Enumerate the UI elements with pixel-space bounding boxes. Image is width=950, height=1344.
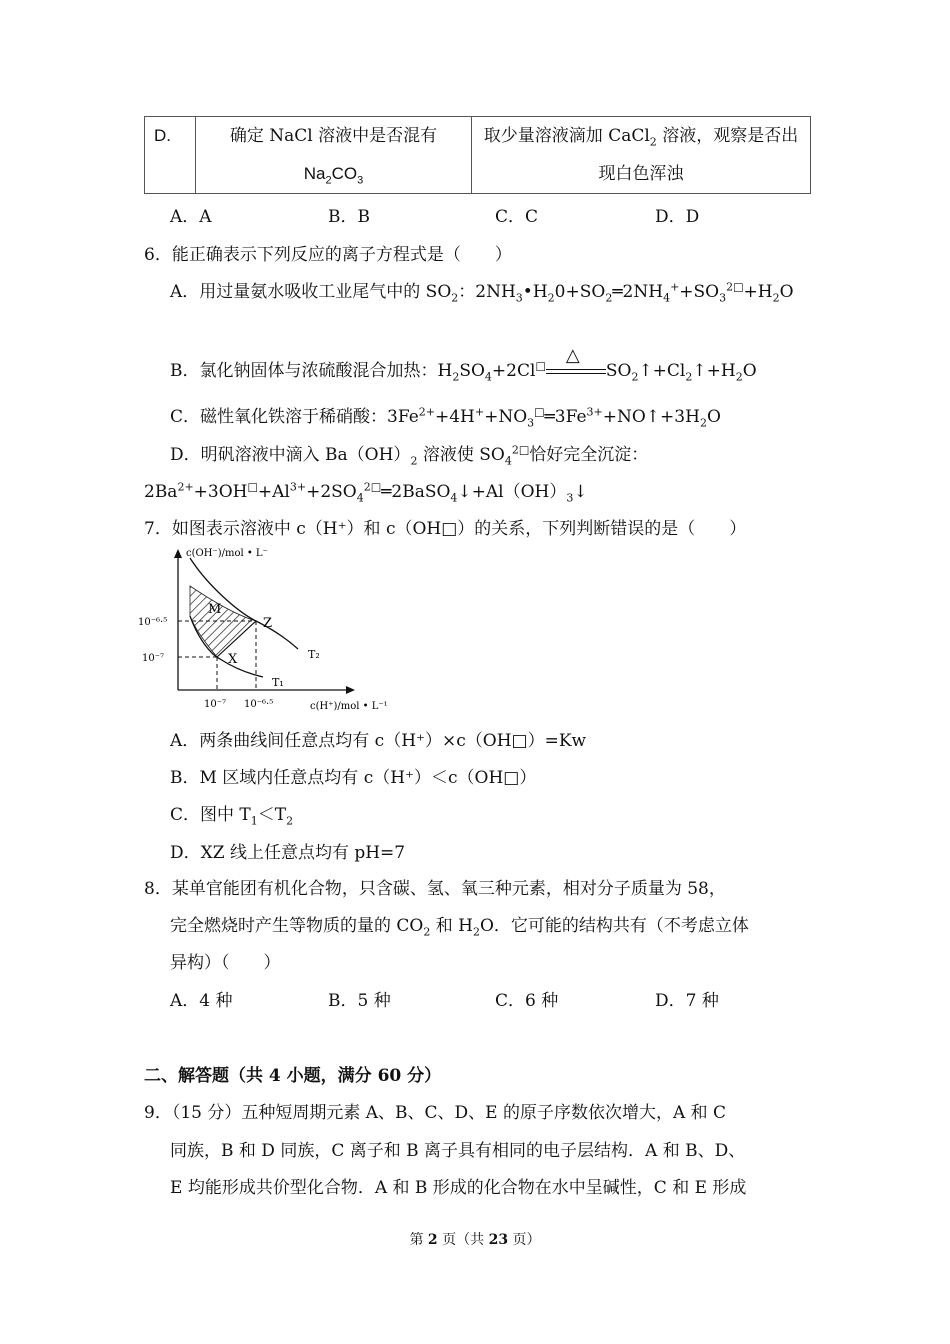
table-cell-purpose <box>196 117 472 194</box>
y-axis-arrow-icon <box>174 549 182 558</box>
option-b: B．B <box>328 207 370 227</box>
heating-arrow <box>546 344 606 379</box>
q6-option-a: A．用过量氨水吸收工业尾气中的 $SO_2$：$2NH_3•H_20+SO_2═2NH_4^++SO_3^{2□}+H_2O$ <box>170 280 794 305</box>
total-pages: 23 <box>488 1232 509 1248</box>
x-tick-hi: 10⁻⁶·⁵ <box>244 699 274 710</box>
delta-icon: △ <box>565 344 580 366</box>
q8-stem-line1: 8．某单官能团有机化合物，只含碳、氢、氧三种元素，相对分子质量为 58， <box>144 879 726 899</box>
q8-stem-line3: 异构）（ ） <box>170 953 281 973</box>
label-t1: T₁ <box>272 676 284 689</box>
q9-line3: E 均能形成共价型化合物．A 和 B 形成的化合物在水中呈碱性，C 和 E 形成 <box>170 1178 747 1198</box>
option-c: C．6 种 <box>495 991 559 1011</box>
q7-option-d: D．XZ 线上任意点均有 pH=7 <box>170 843 406 863</box>
q6-option-d-line2: $2Ba^{2+}+3OH^□+Al^{3+}+2SO_4^{2□}═2BaSO_4↓+Al(OH)_3↓$ <box>144 480 588 505</box>
double-line <box>546 369 606 374</box>
purpose-line-1: 确定 NaCl 溶液中是否混有 <box>229 126 438 146</box>
y-tick-lo: 10⁻⁷ <box>142 653 165 664</box>
q8-stem-line2: 完全燃烧时产生等物质的量的 $CO_2$ 和 $H_2O$．它可能的结构共有（不考虑立体 <box>170 916 749 939</box>
q6-stem: 6．能正确表示下列反应的离子方程式是（ ） <box>144 245 512 265</box>
purpose-line-2: $Na_2CO_3$ <box>303 164 364 187</box>
label-m: M <box>208 602 222 617</box>
q7-option-a: A．两条曲线间任意点均有 c（H⁺）×c（OH□）=Kw <box>170 731 587 751</box>
label-t2: T₂ <box>308 648 320 661</box>
x-axis-arrow-icon <box>346 686 355 694</box>
x-tick-lo: 10⁻⁷ <box>204 699 227 710</box>
option-b: B．5 种 <box>328 991 391 1011</box>
table-cell-label <box>145 117 196 194</box>
method-line-1: 取少量溶液滴加 CaCl$_2$ 溶液，观察是否出 <box>483 126 799 149</box>
option-a: A．4 种 <box>170 991 233 1011</box>
label-z: Z <box>263 616 273 631</box>
q6-option-c: C．磁性氧化铁溶于稀硝酸：$3Fe^{2+}+4H^++NO_3^□═3Fe^{3+}+NO↑+3H_2O$ <box>170 405 721 430</box>
y-tick-hi: 10⁻⁶·⁵ <box>138 617 168 628</box>
table-row <box>145 117 811 194</box>
kw-curve-graph <box>138 546 388 716</box>
table-cell-method <box>472 117 811 194</box>
row-label: D. <box>154 126 171 145</box>
q9-line1: 9．（15 分）五种短周期元素 A、B、C、D、E 的原子序数依次增大，A 和 C <box>144 1103 727 1123</box>
y-axis-label: c(OH⁻)/mol • L⁻ <box>186 548 268 559</box>
current-page: 2 <box>427 1232 438 1248</box>
experiment-table <box>144 116 811 194</box>
option-d: D．D <box>655 207 700 227</box>
q7-stem: 7．如图表示溶液中 c（H⁺）和 c（OH□）的关系，下列判断错误的是（ ） <box>144 519 747 539</box>
x-axis-label: c(H⁺)/mol • L⁻¹ <box>310 701 388 712</box>
option-d: D．7 种 <box>655 991 719 1011</box>
label-x: X <box>228 652 238 667</box>
option-a: A．A <box>170 207 212 227</box>
method-line-2: 现白色浑浊 <box>598 164 684 184</box>
q9-line2: 同族，B 和 D 同族，C 离子和 B 离子具有相同的电子层结构．A 和 B、D、 <box>170 1141 746 1161</box>
section-heading: 二、解答题（共 4 小题，满分 60 分） <box>144 1066 442 1086</box>
page-footer: 第 2 页（共 23 页） <box>409 1232 541 1248</box>
option-c: C．C <box>495 207 539 227</box>
q6-option-b: B．氯化钠固体与浓硫酸混合加热：$H_2SO_4+2Cl^□$ △ $SO_2↑+Cl_2↑+H_2O$ <box>170 344 757 384</box>
q7-option-c: C．图中 $T_1<T_2$ <box>170 805 294 828</box>
q7-option-b: B．M 区域内任意点均有 c（H⁺）＜c（OH□） <box>170 768 537 788</box>
q6-option-d-line1: D．明矾溶液中滴入 $Ba(OH)_2$ 溶液使 $SO_4^{2□}$恰好完全沉淀： <box>170 443 649 468</box>
